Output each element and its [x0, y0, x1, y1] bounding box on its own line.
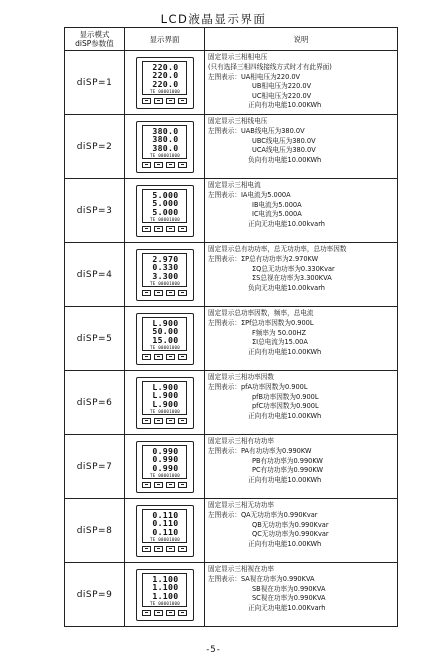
key-button-icon	[178, 354, 187, 360]
description-line: IC电流为5.000A	[252, 210, 302, 219]
display-mode-value: diSP=7	[65, 435, 125, 499]
lcd-line-3: 220.0	[152, 79, 179, 90]
page-number: -5-	[206, 645, 221, 655]
lcd-energy-line: TE 00001000	[150, 280, 180, 286]
description-line: QC无功功率为0.990Kvar	[252, 530, 329, 539]
key-button-icon	[178, 98, 187, 104]
display-mode-value: diSP=1	[65, 51, 125, 115]
meter-keypad	[142, 610, 187, 618]
meter-drawing	[136, 121, 194, 173]
description-line: 正向有功电能10.00KWh	[248, 411, 322, 420]
description-line: 正向无功电能10.00kvarh	[248, 219, 325, 228]
lcd-line-3: L.900	[152, 399, 179, 410]
display-mode-value: diSP=2	[65, 115, 125, 179]
table-row	[65, 115, 398, 179]
key-button-icon	[178, 162, 187, 168]
description-cell	[205, 51, 398, 115]
lcd-line-3: 380.0	[152, 143, 179, 154]
header-mode	[65, 28, 125, 51]
display-mode-value: diSP=3	[65, 179, 125, 243]
key-button-icon	[166, 290, 175, 296]
description-cell	[205, 563, 398, 627]
lcd-line-1: 2.970	[152, 253, 179, 264]
description-line: pfC功率因数为0.900L	[252, 402, 319, 411]
page-title: LCD液晶显示界面	[160, 12, 267, 26]
table-row	[65, 243, 398, 307]
key-button-icon	[154, 162, 163, 168]
description-line: 正向无功电能10.00Kvarh	[248, 603, 326, 612]
lcd-line-3: 3.300	[152, 271, 179, 282]
key-button-icon	[178, 546, 187, 552]
lcd-line-1: 0.990	[152, 445, 179, 456]
key-button-icon	[166, 226, 175, 232]
meter-drawing	[136, 249, 194, 301]
table-row	[65, 51, 398, 115]
display-screen-cell	[125, 499, 205, 563]
description-line: ΣQ总无功功率为0.330Kvar	[252, 264, 335, 273]
display-mode-value: diSP=8	[65, 499, 125, 563]
description-cell	[205, 435, 398, 499]
lcd-display-mode-table	[64, 27, 398, 627]
key-button-icon	[142, 98, 151, 104]
key-button-icon	[166, 482, 175, 488]
lcd-line-3: 1.100	[152, 591, 179, 602]
display-mode-value: diSP=5	[65, 307, 125, 371]
lcd-screen	[142, 573, 187, 607]
description-heading: 固定显示三相无功功率	[208, 501, 274, 509]
description-line: SC视在功率为0.990KVA	[252, 594, 326, 603]
description-heading: 固定显示三相线电压	[208, 117, 268, 125]
display-mode-value: diSP=6	[65, 371, 125, 435]
lcd-line-2: L.900	[152, 390, 179, 401]
description-line: 左图表示：pfA功率因数为0.900L	[208, 383, 308, 392]
lcd-energy-line: TE 00001000	[150, 536, 180, 542]
description-line: SB视在功率为0.990KVA	[252, 584, 326, 593]
key-button-icon	[166, 610, 175, 616]
lcd-line-3: 5.000	[152, 207, 179, 218]
description-line: QB无功功率为0.990Kvar	[252, 520, 329, 529]
meter-drawing	[136, 185, 194, 237]
key-button-icon	[142, 546, 151, 552]
key-button-icon	[166, 418, 175, 424]
table-row	[65, 499, 398, 563]
description-line: PB有功功率为0.990KW	[252, 456, 323, 465]
key-button-icon	[166, 162, 175, 168]
description-line: ΣI总电流为15.00A	[252, 338, 308, 347]
table-row	[65, 435, 398, 499]
key-button-icon	[178, 418, 187, 424]
key-button-icon	[154, 354, 163, 360]
description-line: UCA线电压为380.0V	[252, 146, 316, 155]
lcd-line-1: 5.000	[152, 189, 179, 200]
lcd-line-1: L.900	[152, 317, 179, 328]
description-cell	[205, 243, 398, 307]
table-row	[65, 179, 398, 243]
key-button-icon	[178, 610, 187, 616]
lcd-line-1: 0.110	[152, 509, 179, 520]
display-screen-cell	[125, 51, 205, 115]
key-button-icon	[142, 354, 151, 360]
key-button-icon	[178, 226, 187, 232]
meter-keypad	[142, 354, 187, 362]
lcd-energy-line: TE 00001000	[150, 88, 180, 94]
lcd-line-1: 220.0	[152, 61, 179, 72]
description-line: 左图表示：QA无功功率为0.990Kvar	[208, 511, 318, 520]
lcd-energy-line: TE 00001000	[150, 152, 180, 158]
header-description: 说明	[205, 28, 398, 51]
meter-drawing	[136, 377, 194, 429]
meter-drawing	[136, 505, 194, 557]
header-screen: 显示界面	[125, 28, 205, 51]
meter-keypad	[142, 98, 187, 106]
description-line: F频率为 50.00HZ	[252, 328, 307, 337]
meter-keypad	[142, 226, 187, 234]
key-button-icon	[142, 226, 151, 232]
description-line: UBC线电压为380.0V	[252, 136, 316, 145]
key-button-icon	[142, 418, 151, 424]
key-button-icon	[154, 546, 163, 552]
meter-keypad	[142, 418, 187, 426]
key-button-icon	[166, 546, 175, 552]
lcd-energy-line: TE 00001000	[150, 344, 180, 350]
description-cell	[205, 307, 398, 371]
display-screen-cell	[125, 371, 205, 435]
description-cell	[205, 499, 398, 563]
lcd-energy-line: TE 00001000	[150, 600, 180, 606]
description-line: PC有功功率为0.990KW	[252, 466, 324, 475]
header-mode-line2: diSP参数值	[75, 39, 114, 48]
key-button-icon	[154, 610, 163, 616]
description-line: 左图表示：SA视在功率为0.990KVA	[208, 575, 315, 584]
lcd-screen	[142, 381, 187, 415]
description-line: UC相电压为220.0V	[252, 91, 312, 100]
key-button-icon	[142, 482, 151, 488]
description-line: 左图表示：PA有功功率为0.990KW	[208, 447, 312, 456]
lcd-screen	[142, 189, 187, 223]
lcd-line-2: 380.0	[152, 134, 179, 145]
lcd-screen	[142, 125, 187, 159]
key-button-icon	[166, 98, 175, 104]
lcd-line-2: 0.990	[152, 454, 179, 465]
description-heading: 固定显示总有功功率，总无功功率，总功率因数	[208, 245, 347, 253]
key-button-icon	[178, 482, 187, 488]
description-line: 左图表示：UAB线电压为380.0V	[208, 127, 305, 136]
description-line: 负向有功电能10.00KWh	[248, 155, 322, 164]
description-line: 左图表示：ΣPf总功率因数为0.900L	[208, 319, 314, 328]
key-button-icon	[154, 482, 163, 488]
lcd-line-3: 0.990	[152, 463, 179, 474]
key-button-icon	[142, 162, 151, 168]
lcd-line-2: 50.00	[152, 326, 179, 337]
key-button-icon	[154, 290, 163, 296]
description-line: IB电流为5.000A	[252, 200, 302, 209]
description-heading: 固定显示三相有功功率	[208, 437, 274, 445]
lcd-line-1: 380.0	[152, 125, 179, 136]
display-screen-cell	[125, 563, 205, 627]
key-button-icon	[142, 290, 151, 296]
description-line: 正向有功电能10.00KWh	[248, 347, 322, 356]
display-mode-value: diSP=4	[65, 243, 125, 307]
lcd-energy-line: TE 00001000	[150, 408, 180, 414]
lcd-energy-line: TE 00001000	[150, 216, 180, 222]
key-button-icon	[154, 226, 163, 232]
description-heading: 固定显示三相相电压	[208, 53, 268, 61]
description-line: pfB功率因数为0.900L	[252, 392, 319, 401]
meter-keypad	[142, 546, 187, 554]
description-cell	[205, 179, 398, 243]
description-line: (只有选择三相四线接线方式时才有此界面)	[208, 63, 332, 72]
display-screen-cell	[125, 243, 205, 307]
description-cell	[205, 371, 398, 435]
lcd-line-2: 220.0	[152, 70, 179, 81]
meter-drawing	[136, 441, 194, 493]
meter-drawing	[136, 569, 194, 621]
table-row	[65, 307, 398, 371]
description-line: 左图表示：UA相电压为220.0V	[208, 72, 301, 81]
display-screen-cell	[125, 435, 205, 499]
display-screen-cell	[125, 307, 205, 371]
meter-keypad	[142, 482, 187, 490]
lcd-line-3: 0.110	[152, 527, 179, 538]
key-button-icon	[154, 418, 163, 424]
lcd-line-2: 5.000	[152, 198, 179, 209]
table-row	[65, 563, 398, 627]
lcd-screen	[142, 445, 187, 479]
header-mode-line1: 显示模式	[79, 30, 110, 39]
description-heading: 固定显示三相视在功率	[208, 565, 274, 573]
description-line: 左图表示：IA电流为5.000A	[208, 191, 291, 200]
description-line: 正向有功电能10.00KWh	[248, 101, 322, 110]
description-heading: 固定显示三相电流	[208, 181, 261, 189]
lcd-screen	[142, 509, 187, 543]
meter-keypad	[142, 290, 187, 298]
table-header-row	[65, 28, 398, 51]
key-button-icon	[154, 98, 163, 104]
lcd-line-3: 15.00	[152, 335, 179, 346]
description-line: 正向有功电能10.00KWh	[248, 475, 322, 484]
lcd-line-2: 1.100	[152, 582, 179, 593]
key-button-icon	[142, 610, 151, 616]
key-button-icon	[178, 290, 187, 296]
lcd-line-2: 0.110	[152, 518, 179, 529]
description-line: ΣS总视在功率为3.300KVA	[252, 274, 332, 283]
display-mode-value: diSP=9	[65, 563, 125, 627]
lcd-line-2: 0.330	[152, 262, 179, 273]
description-line: 正向有功电能10.00KWh	[248, 539, 322, 548]
description-heading: 固定显示三相功率因数	[208, 373, 274, 381]
meter-keypad	[142, 162, 187, 170]
description-line: UB相电压为220.0V	[252, 82, 312, 91]
lcd-screen	[142, 253, 187, 287]
description-heading: 固定显示总功率因数，频率，总电流	[208, 309, 314, 317]
description-line: 负向无功电能10.00kvarh	[248, 283, 325, 292]
lcd-screen	[142, 61, 187, 95]
lcd-line-1: L.900	[152, 381, 179, 392]
display-screen-cell	[125, 179, 205, 243]
description-cell	[205, 115, 398, 179]
lcd-energy-line: TE 00001000	[150, 472, 180, 478]
key-button-icon	[166, 354, 175, 360]
lcd-screen	[142, 317, 187, 351]
display-screen-cell	[125, 115, 205, 179]
lcd-line-1: 1.100	[152, 573, 179, 584]
meter-drawing	[136, 57, 194, 109]
description-line: 左图表示：ΣP总有功功率为2.970KW	[208, 255, 319, 264]
table-row	[65, 371, 398, 435]
meter-drawing	[136, 313, 194, 365]
